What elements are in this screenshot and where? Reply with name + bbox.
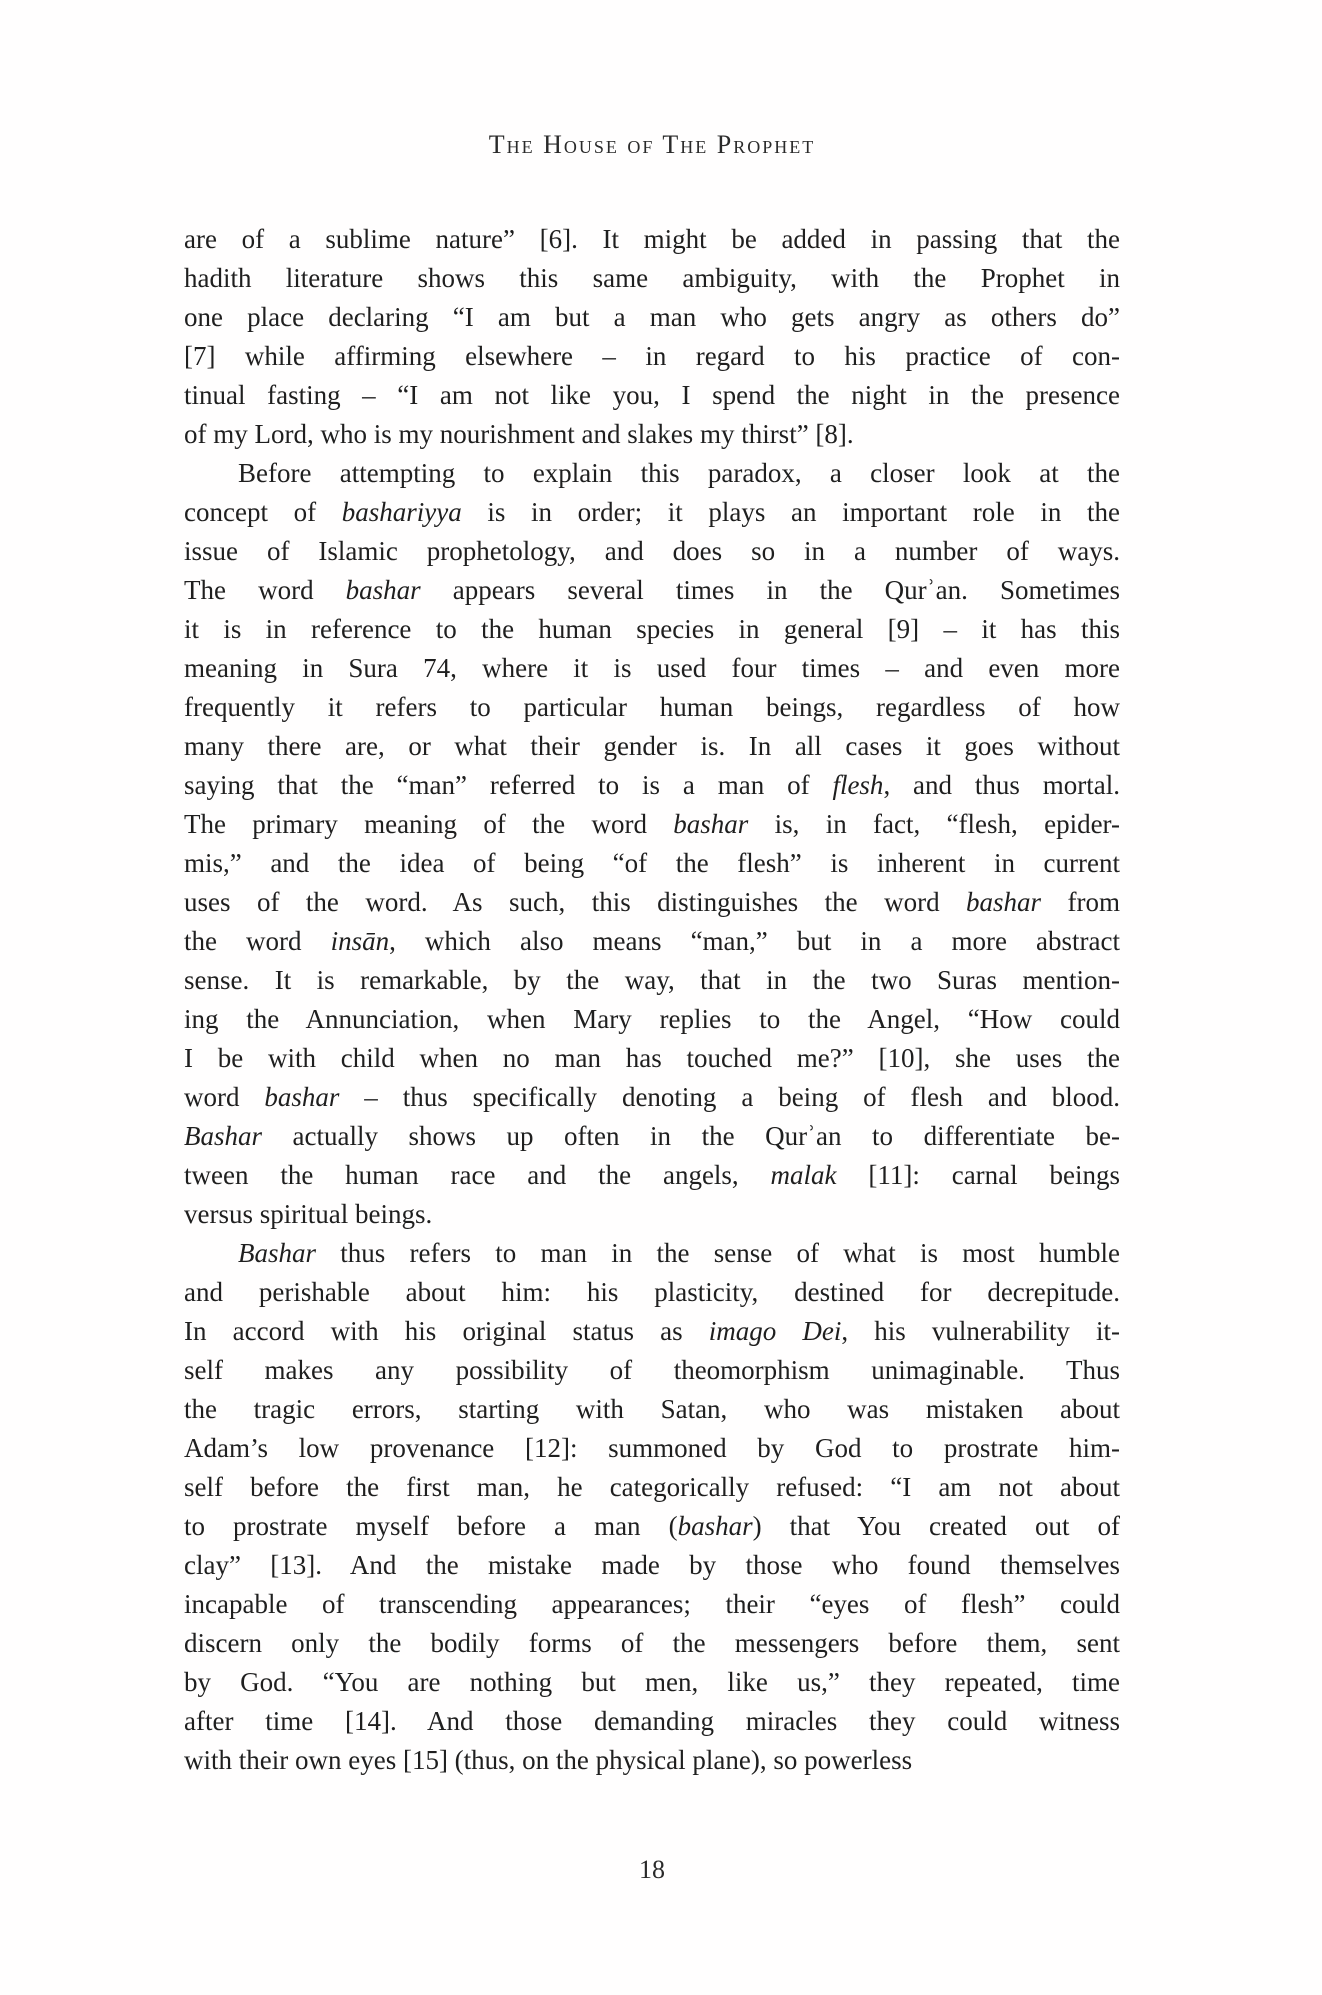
text-line: saying that the “man” referred to is a man of flesh, and thus mortal.	[184, 770, 1120, 800]
text-line: to prostrate myself before a man (bashar) that You created out of	[184, 1511, 1120, 1541]
text-line: tinual fasting – “I am not like you, I spend the night in the presence	[184, 380, 1120, 410]
italic-term: bashar	[345, 575, 421, 605]
text-line: one place declaring “I am but a man who gets angry as others do”	[184, 302, 1120, 332]
text-line: issue of Islamic prophetology, and does so in a number of ways.	[184, 536, 1120, 566]
paragraph	[184, 454, 1120, 1234]
paragraph	[184, 220, 1120, 454]
text-line: concept of bashariyya is in order; it plays an important role in the	[184, 497, 1121, 527]
text-line: the tragic errors, starting with Satan, who was mistaken about	[184, 1394, 1120, 1424]
text-line: self before the first man, he categorically refused: “I am not about	[184, 1472, 1120, 1502]
text-line: frequently it refers to particular human beings, regardless of how	[184, 692, 1120, 722]
italic-term: malak	[770, 1160, 837, 1190]
text-line: after time [14]. And those demanding miracles they could witness	[184, 1706, 1120, 1736]
text-line: sense. It is remarkable, by the way, that in the two Suras mention-	[184, 965, 1120, 995]
italic-term: Bashar	[184, 1121, 263, 1151]
italic-term: bashar	[677, 1511, 753, 1541]
text-line: Before attempting to explain this paradox, a closer look at the	[238, 458, 1120, 488]
text-line: are of a sublime nature” [6]. It might be added in passing that the	[184, 224, 1120, 254]
text-line: The word bashar appears several times in the Qurʾan. Sometimes	[184, 575, 1120, 605]
text-line: meaning in Sura 74, where it is used four times – and even more	[184, 653, 1120, 683]
italic-term: Bashar	[238, 1238, 317, 1268]
text-line: ing the Annunciation, when Mary replies to the Angel, “How could	[184, 1004, 1120, 1034]
text-line: by God. “You are nothing but men, like us,” they repeated, time	[184, 1667, 1120, 1697]
italic-term: bashar	[966, 887, 1042, 917]
text-line: In accord with his original status as imago Dei, his vulnerability it-	[184, 1316, 1120, 1346]
italic-term: bashar	[673, 809, 749, 839]
text-line: tween the human race and the angels, malak [11]: carnal beings	[184, 1160, 1121, 1190]
text-line: hadith literature shows this same ambiguity, with the Prophet in	[184, 263, 1120, 293]
text-line: clay” [13]. And the mistake made by those who found themselves	[184, 1550, 1120, 1580]
text-line: The primary meaning of the word bashar is, in fact, “flesh, epider-	[184, 809, 1120, 839]
text-line: mis,” and the idea of being “of the flesh” is inherent in current	[184, 848, 1120, 878]
text-line: versus spiritual beings.	[184, 1199, 433, 1229]
text-line: and perishable about him: his plasticity, destined for decrepitude.	[184, 1277, 1120, 1307]
italic-term: flesh	[832, 770, 884, 800]
italic-term: insān	[330, 926, 390, 956]
text-line: Bashar thus refers to man in the sense of what is most humble	[238, 1238, 1120, 1268]
text-line: [7] while affirming elsewhere – in regard to his practice of con-	[184, 341, 1120, 371]
text-line: self makes any possibility of theomorphism unimaginable. Thus	[184, 1355, 1120, 1385]
text-line: many there are, or what their gender is. In all cases it goes without	[184, 731, 1120, 761]
text-line: Adam’s low provenance [12]: summoned by God to prostrate him-	[184, 1433, 1120, 1463]
text-line: uses of the word. As such, this distinguishes the word bashar from	[184, 887, 1120, 917]
paragraph	[184, 1234, 1120, 1780]
text-line: word bashar – thus specifically denoting a being of flesh and blood.	[184, 1082, 1120, 1112]
page-number: 18	[639, 1855, 665, 1884]
italic-term: bashar	[264, 1082, 340, 1112]
text-line: the word insān, which also means “man,” but in a more abstract	[184, 926, 1120, 956]
text-line: Bashar actually shows up often in the Qurʾan to differentiate be-	[184, 1121, 1120, 1151]
text-line: of my Lord, who is my nourishment and slakes my thirst” [8].	[184, 419, 854, 449]
text-line: discern only the bodily forms of the messengers before them, sent	[184, 1628, 1120, 1658]
text-line: it is in reference to the human species in general [9] – it has this	[184, 614, 1120, 644]
text-block	[184, 220, 1120, 1780]
running-header: The House of The Prophet	[488, 130, 816, 159]
text-line: with their own eyes [15] (thus, on the physical plane), so powerless	[184, 1745, 913, 1775]
italic-term: bashariyya	[341, 497, 462, 527]
text-line: I be with child when no man has touched me?” [10], she uses the	[184, 1043, 1120, 1073]
italic-term: imago Dei	[708, 1316, 842, 1346]
text-line: incapable of transcending appearances; their “eyes of flesh” could	[184, 1589, 1120, 1619]
